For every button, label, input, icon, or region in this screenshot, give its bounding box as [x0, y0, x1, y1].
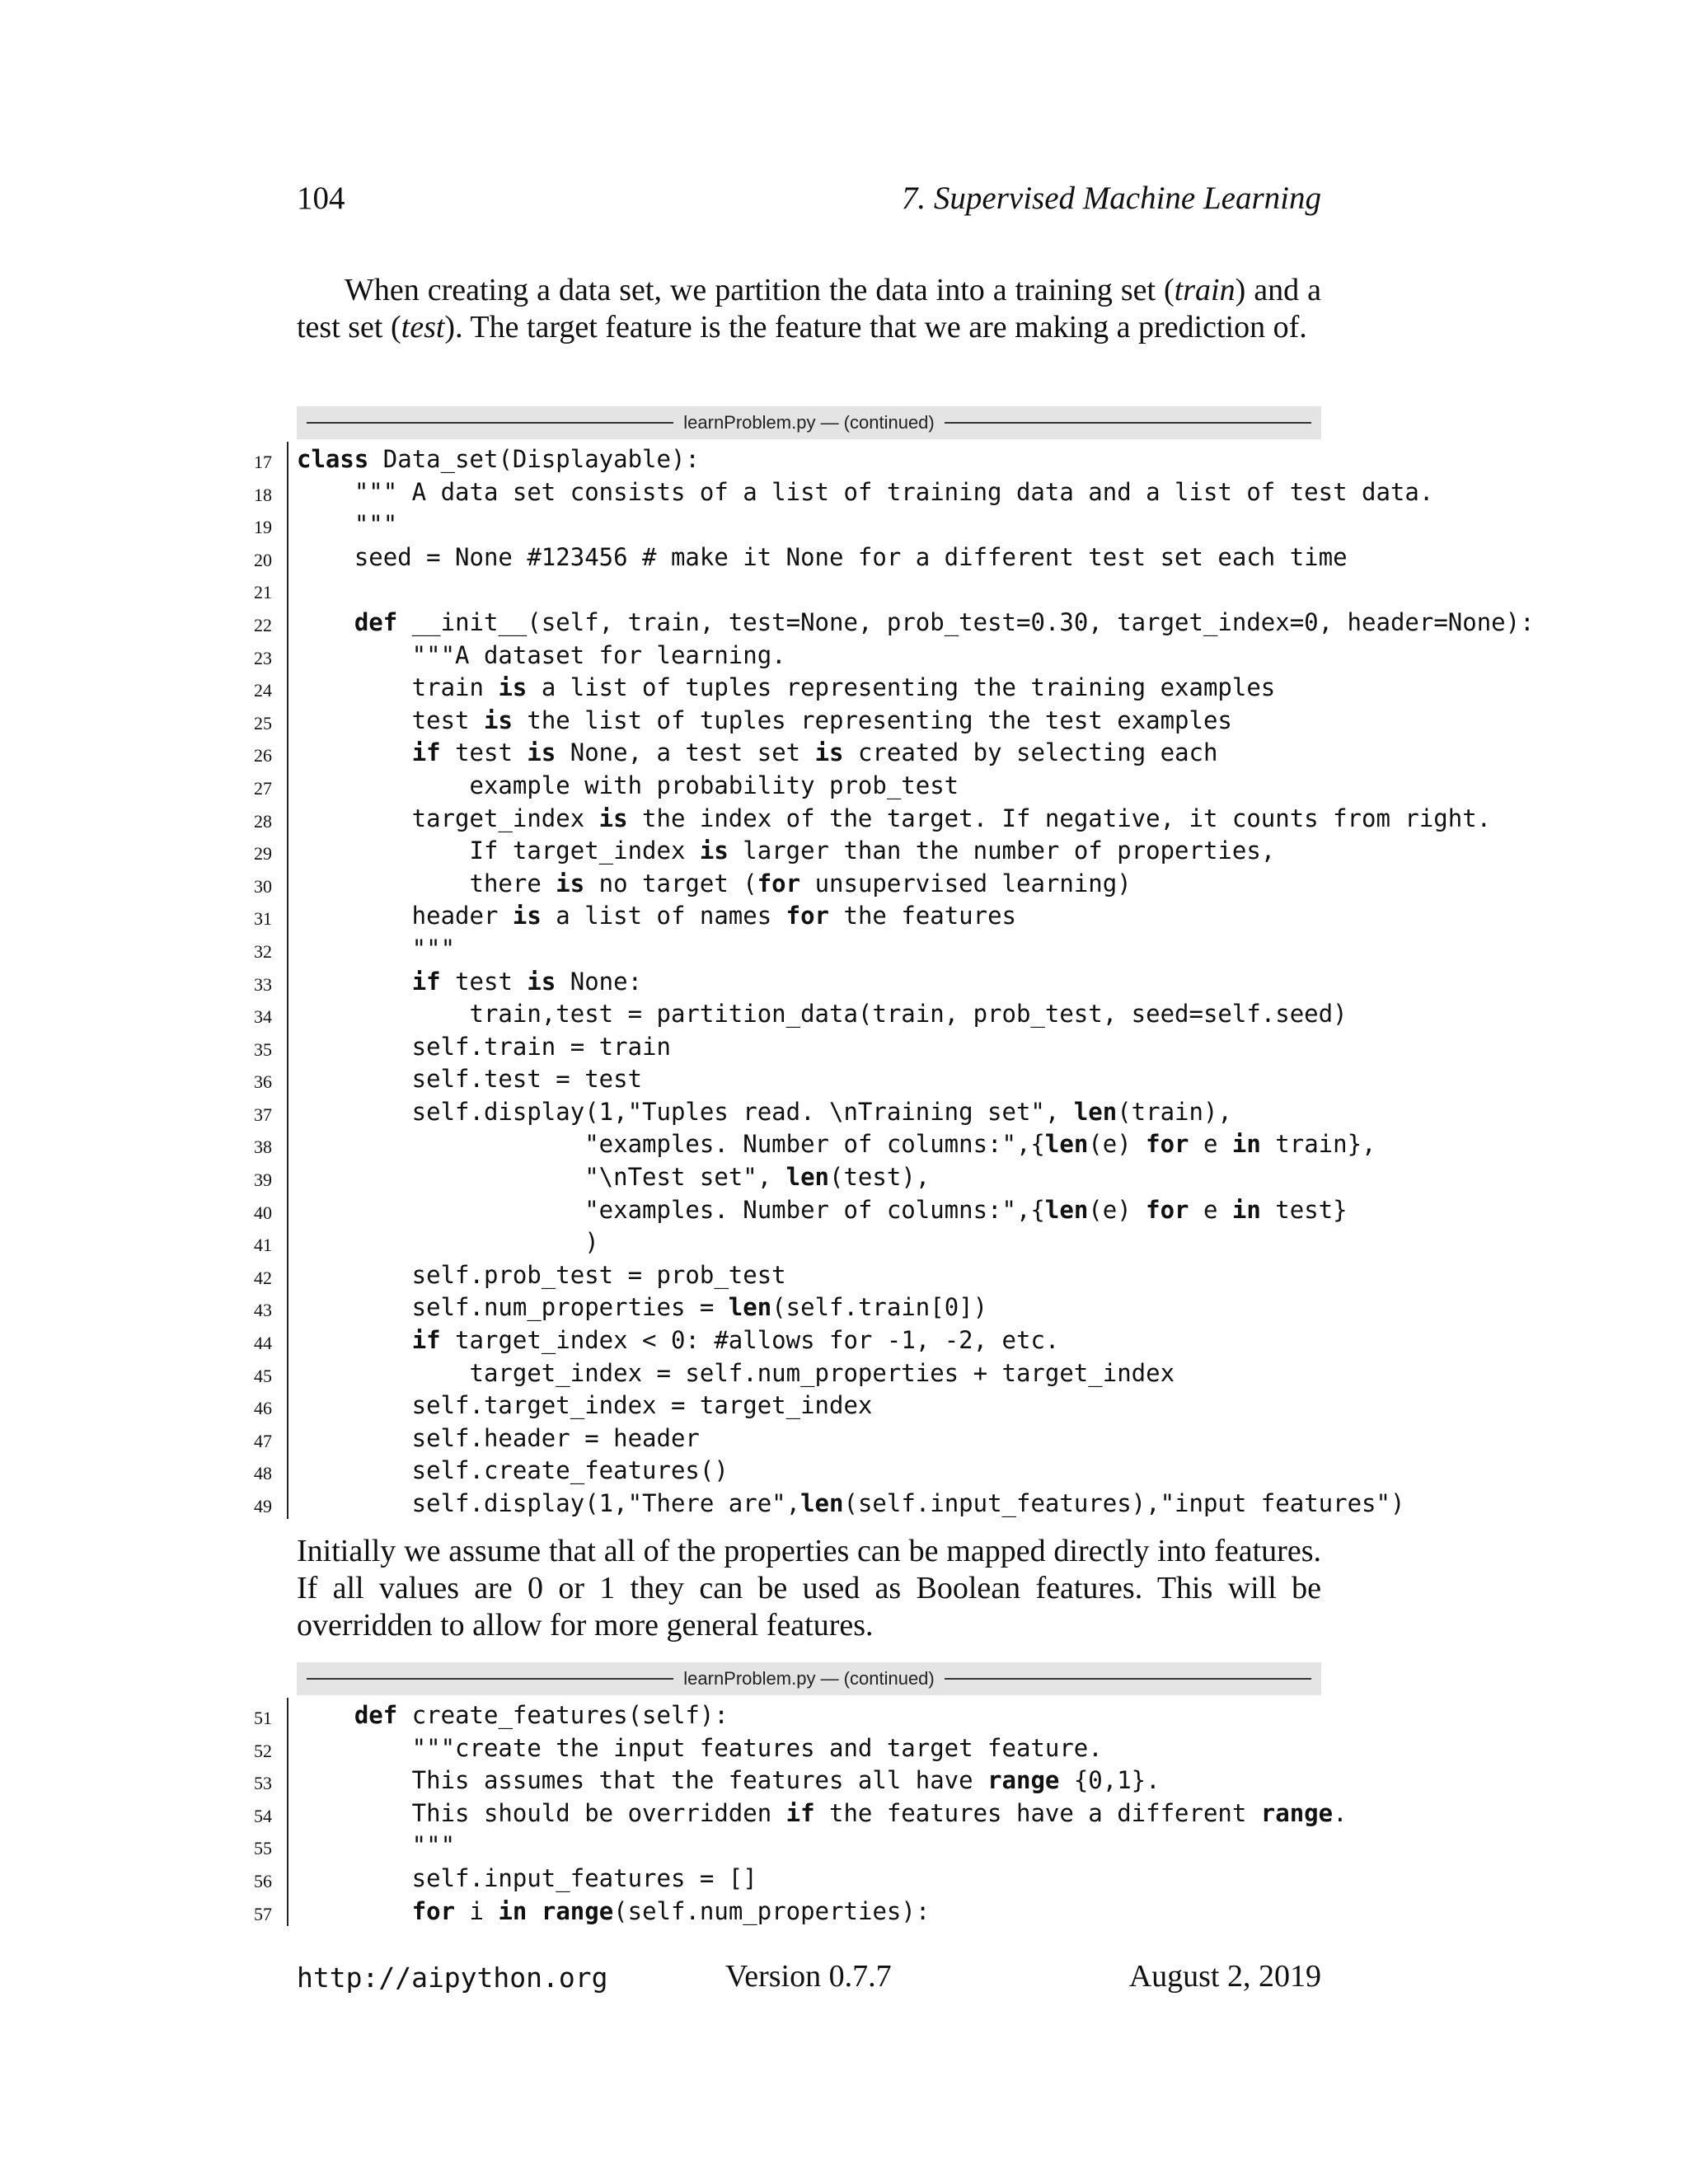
- line-number: 17: [254, 452, 272, 472]
- code-text: def __init__(self, train, test=None, prob_test=0.30, target_index=0, header=None):: [354, 607, 1535, 636]
- code-text: self.test = test: [297, 1065, 643, 1094]
- footer-date: August 2, 2019: [1128, 1959, 1321, 1994]
- code-text: if test is None, a test set is created by selecting each: [411, 738, 1218, 767]
- line-number: 22: [254, 614, 272, 635]
- line-number: 21: [254, 582, 272, 603]
- line-number: 20: [254, 549, 272, 570]
- code-text: If target_index is larger than the number of properties,: [297, 837, 1276, 865]
- code-listing-data-set: [239, 442, 1535, 1519]
- code-line: [239, 964, 1525, 997]
- code-line: [239, 638, 1525, 671]
- line-number: 44: [254, 1333, 272, 1354]
- code-line: [239, 475, 1525, 508]
- code-text: header is a list of names for the features: [297, 902, 1017, 930]
- code-text: train is a list of tuples representing the training examples: [297, 673, 1276, 702]
- code-text: self.header = header: [297, 1423, 700, 1452]
- line-number: 18: [254, 484, 272, 505]
- page-number: 104: [297, 180, 345, 216]
- code-text: This assumes that the features all have range {0,1}.: [297, 1766, 1160, 1795]
- line-number: 31: [254, 908, 272, 930]
- line-number: 56: [254, 1870, 272, 1891]
- code-text: train,test = partition_data(train, prob_test, seed=self.seed): [297, 1000, 1348, 1029]
- code-line: [239, 540, 1525, 573]
- features-paragraph-text: Initially we assume that all of the properties can be mapped directly into features. If all values are 0 or 1 they can be used as Boolean features. This will be overridden to allow for more general features.: [297, 1534, 1321, 1643]
- code-line: [239, 1160, 1525, 1193]
- code-line: [239, 605, 1535, 638]
- code-text: self.display(1,"There are",len(self.input_features),"input features"): [297, 1489, 1405, 1517]
- code-line: [239, 703, 1525, 736]
- line-number: 23: [254, 647, 272, 668]
- code-line: [239, 1029, 1525, 1062]
- line-number: 27: [254, 777, 272, 799]
- code-text: """A dataset for learning.: [297, 640, 786, 669]
- line-number: 39: [254, 1169, 272, 1191]
- line-number: 37: [254, 1104, 272, 1125]
- line-number: 51: [254, 1708, 272, 1728]
- header-rule-left: [307, 1678, 673, 1680]
- code-line: [239, 1453, 1525, 1486]
- code-text: if test is None:: [411, 967, 643, 996]
- code-text: ): [297, 1228, 599, 1257]
- line-number: 34: [254, 1006, 272, 1028]
- chapter-title: 7. Supervised Machine Learning: [901, 180, 1321, 216]
- code-text: def create_features(self):: [354, 1701, 729, 1729]
- code-file-title: learnProblem.py — (continued): [683, 1668, 935, 1689]
- line-number: 19: [254, 517, 272, 538]
- line-number: 42: [254, 1267, 272, 1288]
- code-line: [239, 1698, 1525, 1731]
- line-number: 30: [254, 875, 272, 897]
- code-line: [239, 1094, 1525, 1127]
- line-number: 40: [254, 1202, 272, 1223]
- code-text: "\nTest set", len(test),: [297, 1163, 931, 1192]
- code-line: [239, 1127, 1525, 1160]
- code-line: [239, 1193, 1525, 1226]
- footer-url[interactable]: http://aipython.org: [297, 1961, 608, 1994]
- code-block-header-2: [297, 1662, 1321, 1695]
- code-text: """: [297, 510, 398, 539]
- code-line: [239, 833, 1525, 866]
- code-line: [239, 801, 1525, 834]
- code-text: self.create_features(): [297, 1456, 729, 1485]
- code-text: class Data_set(Displayable):: [297, 445, 700, 473]
- line-number: 54: [254, 1805, 272, 1826]
- line-number: 38: [254, 1137, 272, 1158]
- line-number: 43: [254, 1300, 272, 1321]
- code-line: [239, 1290, 1525, 1323]
- line-number: 26: [254, 745, 272, 766]
- line-number: 57: [254, 1903, 272, 1924]
- code-line: [239, 898, 1525, 931]
- code-line: [239, 572, 1525, 605]
- features-paragraph: [297, 1533, 1321, 1644]
- code-text: target_index is the index of the target. If negative, it counts from right.: [297, 804, 1492, 832]
- code-text: "examples. Number of columns:",{len(e) for e in test}: [297, 1195, 1348, 1224]
- code-line: [239, 1258, 1525, 1291]
- code-text: """: [297, 934, 456, 963]
- line-number: 47: [254, 1430, 272, 1451]
- line-number: 36: [254, 1071, 272, 1093]
- code-text: """create the input features and target feature.: [297, 1733, 1103, 1762]
- code-line: [239, 1763, 1525, 1796]
- code-line: [239, 1731, 1525, 1764]
- code-line: [239, 931, 1525, 964]
- code-text: """: [297, 1831, 456, 1860]
- code-text: self.num_properties = len(self.train[0]): [297, 1293, 988, 1322]
- code-line: [239, 768, 1525, 801]
- code-file-title: learnProblem.py — (continued): [683, 412, 935, 433]
- line-number: 49: [254, 1496, 272, 1516]
- code-line: [239, 866, 1525, 899]
- line-number: 41: [254, 1235, 272, 1256]
- code-text: self.train = train: [297, 1032, 671, 1061]
- code-text: test is the list of tuples representing the test examples: [297, 705, 1232, 734]
- code-text: self.prob_test = prob_test: [297, 1260, 786, 1289]
- line-number: 46: [254, 1398, 272, 1419]
- code-line: [239, 1062, 1525, 1094]
- code-line: [239, 1861, 1525, 1894]
- code-line: [239, 1796, 1525, 1829]
- code-line: [239, 1225, 1525, 1258]
- code-line: [239, 1421, 1525, 1454]
- line-number: 52: [254, 1740, 272, 1761]
- footer-version: Version 0.7.7: [725, 1959, 892, 1994]
- code-text: if target_index < 0: #allows for -1, -2, etc.: [411, 1326, 1060, 1355]
- intro-paragraph-text: When creating a data set, we partition the data into a training set (train) and a test set (test). The target feature is the feature that we are making a prediction of.: [297, 273, 1321, 344]
- line-number: 35: [254, 1038, 272, 1060]
- code-text: self.target_index = target_index: [297, 1391, 873, 1420]
- code-line: [239, 1894, 1525, 1927]
- code-text: This should be overridden if the features have a different range.: [297, 1798, 1348, 1827]
- line-number: 25: [254, 712, 272, 733]
- header-rule-right: [945, 422, 1311, 424]
- code-line: [239, 507, 1525, 540]
- code-text: example with probability prob_test: [297, 771, 959, 799]
- code-text: "examples. Number of columns:",{len(e) for e in train},: [297, 1130, 1376, 1159]
- code-line: [239, 670, 1525, 703]
- intro-paragraph: [297, 272, 1321, 346]
- line-number: 28: [254, 810, 272, 832]
- code-text: target_index = self.num_properties + target_index: [297, 1358, 1175, 1387]
- line-number: 53: [254, 1773, 272, 1794]
- code-line: [239, 1388, 1525, 1421]
- code-line: [239, 1486, 1525, 1519]
- line-number: 48: [254, 1463, 272, 1484]
- header-rule-left: [307, 422, 673, 424]
- code-text: seed = None #123456 # make it None for a different test set each time: [297, 542, 1348, 571]
- code-line: [239, 735, 1525, 768]
- line-number: 29: [254, 843, 272, 865]
- code-line: [239, 996, 1525, 1029]
- header-rule-right: [945, 1678, 1311, 1680]
- line-number: 45: [254, 1365, 272, 1386]
- code-listing-create-features: [239, 1698, 1525, 1926]
- code-block-header-1: [297, 406, 1321, 439]
- code-text: for i in range(self.num_properties):: [411, 1896, 931, 1925]
- line-number: 24: [254, 680, 272, 701]
- code-line: [239, 1323, 1525, 1356]
- code-line: [239, 442, 1525, 475]
- code-text: self.display(1,"Tuples read. \nTraining set", len(train),: [297, 1097, 1232, 1126]
- line-number: 33: [254, 973, 272, 995]
- code-line: [239, 1356, 1525, 1389]
- code-line: [239, 1828, 1525, 1861]
- line-number: 55: [254, 1838, 272, 1859]
- code-text: self.input_features = []: [297, 1863, 757, 1892]
- code-text: there is no target (for unsupervised learning): [297, 869, 1132, 898]
- code-text: """ A data set consists of a list of training data and a list of test data.: [297, 477, 1434, 506]
- line-number: 32: [254, 940, 272, 962]
